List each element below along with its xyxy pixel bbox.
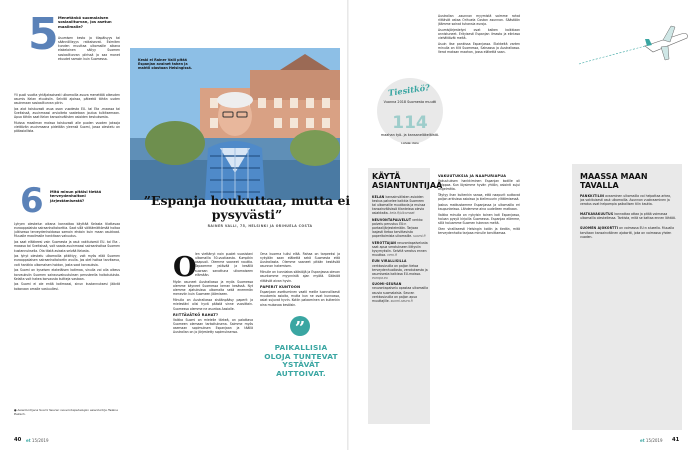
badge-title: Tiesitkö? (387, 82, 431, 98)
q5-paragraph: Jos aiot toistuvasti asua osan vuodesta EU- tai Eta -maassa tai Sveitsissä, asuinmaasi arvioiteta saatetaan joutua tulkitsemaan. Apua tähän saat Kelan kansainvälisten asioiden keskuksesta. (14, 107, 120, 120)
tip-text: verkko palvelu perustuu EU:n portaalijärjestelmään. Tarjoaa laajasti tietoa tarvittavista paperitoimista ulkomaille. (372, 217, 423, 239)
expert-tip (372, 282, 428, 302)
q6-paragraph: Jos Suomi ei ole enää kotimaasi, sinun kustannuksesi jäävät kokonaan omalle vastuullesi. (14, 282, 120, 291)
expert-box-title: KÄYTÄ ASIANTUNTIJAA (372, 172, 443, 191)
article-intro (195, 252, 253, 278)
tip-text: neuvontapalvelusta saat apua verotukseen liittyviin kysymyksiin. Selvitä verotus ennen muuttoa. (372, 240, 428, 257)
article-paragraph: Minulle on kunniakas säästöjä ja Espanjassa olevan asuntomme myynnistä ajan myötä. Säästöt riittävät aivan hyvin. (260, 270, 340, 283)
q6-paragraph: Lyhyen oleskelun aikana kannattaa käyttää Kelasta tilattavaa eurooppalaista sairaanhoitokorttia. Saat sillä välttämättömää hoitoa julkisessa terveydenhoidossa samoin ehdoin kuin maan asukkaat. Muualle maailmalle hankitaan vakuutus. (14, 222, 120, 239)
tip-heading: PANKKITILIN (580, 194, 605, 198)
local-ways-list (580, 194, 676, 426)
tip-link[interactable]: vero.fi (387, 253, 398, 257)
q6-paragraph: Jos saat eläkkeesi vain Suomesta ja asut vakituisesti EU- tai Eta -maassa tai Sveitsissä, voit saada asuinmaasi sairaanhoitoa Suomen kustannuksella. Ota tästä asiasta selvää Kelasta. (14, 240, 120, 253)
article-paragraph: Australian -asunnon myymistä saimme rahat riittävät ostaa Orihuela Costan asunnon. Säästöön jäämme sainat tuhansia euroja. (438, 14, 520, 27)
airplane-icon (575, 20, 693, 76)
article-title: ”Espanja houkuttaa, mutta ei pysyvästi” (143, 193, 351, 222)
local-ways-title: MAASSA MAAN TAVALLA (580, 172, 648, 191)
subhead-insurance: VAKUUTUKSIA JA NAAPURIAPUA (438, 174, 507, 178)
article-column-b-papers (260, 283, 340, 313)
article-column-c (438, 14, 520, 164)
q6-paragraph: Jos lyhyt oleskelu ulkomailla pitkittyy, voit myös elää Suomen eurooppalaisen sairaanhoitokortin avulla. Jos olet hoitoa tarvitseva, voit hankkia ulkomaisen hoidon, josta saat korvauksia. (14, 254, 120, 267)
question-6-body (14, 222, 120, 406)
article-paragraph: Espanjaan asettuminen vaatii meille luonnollisesti muutamia asioita, mutta kun ne ovat kunnossa, asiat sujuvat hyvin. Kotiin palaaminen on kuitenkin aina mukavaa kesäisin. (260, 290, 340, 307)
badge-figure: 114 (392, 113, 428, 133)
tip-link[interactable]: suomi-seura.fi (390, 298, 413, 303)
portrait-photo (130, 48, 340, 200)
q5-paragraph: Asumisen kesto ja tilapäisyys tai säännöllisyys ratkaisevat. Esimiten kunden muuttaa ulkomaille aikana elakelainen säilyy Suomen sosiaaliturvan piirissä ja saa monet etuudet samoin kuin Suomessa. (58, 36, 120, 61)
article-paragraph: len viettänyt noin puolet vuosistani ulkomailla 50-vuotiaasta. Kumpikin osapuoli. Olemme saaneet nauttia. Tapaamme ystävää ja kesällä suoraan sanottuna ulkomaiseen elämään. (195, 252, 253, 277)
article-paragraph: Oma kuorma tulisi elää. Rahaa on tarpeeksi ja nykyään saan eläkettä sekä Suomesta että Australiasta. Olemme saaneet pitkän kestävää asunnon hakemisen. (260, 252, 340, 269)
article-column-c-insurance (438, 172, 520, 428)
question-number-6: 6 (20, 181, 44, 221)
badge-description: maahan työ- ja kansaneläkeläistä. (380, 133, 440, 137)
drop-cap: O (173, 252, 197, 283)
article-byline: RAINER VALLI, 75, HELSINKI JA ORIHUELA COSTA (207, 224, 313, 228)
issue-label-right (640, 438, 663, 443)
article-paragraph: Joskus matkustamme Espanjassa ja ulkomailla eri kaupunkeissa. Lähdemme aina uudelleen matkaan. (438, 203, 520, 212)
badge-intro: Vuonna 2018 Suomesta muutti (383, 100, 437, 104)
issue-label-left (26, 438, 49, 443)
tip-heading: EUN VIRALLISILLA (372, 259, 407, 264)
tip-link[interactable]: europa.eu (372, 275, 388, 280)
tip-text: neuvontapalvelu opastaa ulkomailla asuvia suomalaisia. Seuran verkkosivuilla on paljon apua muuttajille. (372, 286, 428, 303)
q6-paragraph: Jos Suomi on kyseisen elakeläisen kotimaa, sinulla voi olla oikeus korvauksiin Suomen sairausvakuutuksen perusteella hoitokuluista. Kelalta voit hakea korvausta kuitteja vastaan. (14, 268, 120, 281)
photo-illustration (130, 48, 340, 200)
article-paragraph: Minulla on Australiassa sisäänpääsy paperit ja mielestäni olisi hyvä päästä sinne vuosittain. Suomessa olemme ne asuntoa Aasialle. (173, 298, 253, 311)
tip-text: verkkosivuilla on paljon tietoa terveydenhuollosta, verotuksesta ja asumisesta kaikissa EU-maissa. (372, 263, 428, 276)
expert-tip (372, 218, 428, 238)
article-paragraph: Vaikka Suomi on mielelle tärkeä, on palattava Suomeen olemaan tarkoituksena. Saimme myös asemaan sopimuksen Espanjaan ja täällä Australian on jo järjestetty sopimuksensa. (173, 317, 253, 335)
pullquote-mark: ” (290, 316, 310, 336)
article-paragraph: Täytyy ihan kuitenkin sanoa, että naapurit auttavat paljon arkisissa asioissa ja kielimuurin ylittämisessä. (438, 193, 520, 202)
subhead-money: RIITTÄVÄTKÖ RAHAT? (173, 312, 219, 317)
footnote-text: Asiantuntijana Suomi Seuran neuvontapalvelujen asiantuntija Helena Ballaoh. (14, 408, 118, 416)
q5-paragraph: Yli puoli vuotta yhtäjaksoisesti ulkomailla asuva menettää oikeuden asumis Kelan etuuksiin. Selvitä ajoissa, päteekö tähän uuden asuinmaan sosiaaliturvan piirin. (14, 93, 120, 106)
article-paragraph: Asuin itse pankissa Espanjassa. Elakkeitä varten minulla on tilit Suomessa, Saksassa ja Australiassa. Verot maksan maahan, jossa eläkettä saan. (438, 42, 520, 55)
issue-number: 15/2019 (31, 437, 49, 443)
expert-tip (372, 259, 428, 279)
pullquote: PAIKALLISIA OLOJA TUNTEVAT YSTÄVÄT AUTTOIVAT. (264, 343, 338, 378)
tip-link[interactable]: suomi.fi (413, 234, 426, 239)
subhead-papers: PAPERIT KUNTOON (260, 285, 301, 289)
q5-paragraph: Muissa maailman maissa toistuvasti alle puolen vuoden jaksoja viettävän asuinmaana pidetään yleensä Suomi, jossa oleskelu on pääasiallista. (14, 121, 120, 134)
footnote-bullet: ● (14, 408, 18, 412)
article-paragraph: Olen viralliseesti Helsingin kotiin ja tiedän, mitä terveydenhoito tarjoaa minulle tarvittaessa. (438, 227, 520, 236)
issue-number: 15/2019 (645, 437, 663, 443)
article-column-a (173, 280, 253, 430)
magazine-name: et (640, 437, 645, 443)
tip-heading: SUOMI-SEURAN (372, 282, 402, 287)
question-6-heading: Mitä minun pitäisi tietää terveydenhoitoni järjestämisestä? (50, 190, 102, 203)
question-number-5: 5 (28, 9, 59, 60)
article-paragraph: Vakuutuksen hankkiminen Espanjan kodille oli helppoa. Kun löysimme hyvän yhtiön, asiointi sujui ongelmitta. (438, 179, 520, 192)
tip-heading: SUOMEN AJOKORTTI (580, 226, 619, 231)
tip-heading: KELAN (372, 195, 385, 199)
tip-text: on voimassa EU:n alueella. Muualla tarvitaan kansainvälinen ajokortti, joka on voimassa yhden vuoden. (580, 226, 675, 239)
expert-box-list (372, 195, 428, 423)
article-paragraph: Asumisjärjestelyni ovat kaiken kaikkiaan onnistuneet. Erityisesti Espanjan ilmasto ja elintaso viehättävät meitä. (438, 28, 520, 41)
footnote (14, 409, 120, 416)
magazine-name: et (26, 437, 31, 443)
tip-heading: MATKAVAKUUTUS (580, 212, 614, 217)
tip-heading: VEROTTAJAN (372, 240, 397, 245)
local-tip (580, 226, 676, 238)
page-number-right: 41 (672, 437, 680, 443)
tip-heading: NEUVONTAPALVELUT (372, 217, 412, 222)
tip-text: kannattaa ottaa ja pitää voimassa ulkomailla oleskellessa. Tarkista, mitä se kattaa ennen lähtöä. (580, 212, 676, 221)
expert-tip (372, 241, 428, 257)
badge-source: Lähde: Kela (401, 141, 419, 145)
local-tip (580, 212, 676, 220)
question-5-body-cont (14, 93, 120, 186)
page-number-left: 40 (14, 437, 22, 443)
article-paragraph: Myön asuneet Australiassa ja myös Suomessa olemme käyneet Suomessa kerran kesässä. Nyt olemme ajatuksissa ulkomaita sekä enemmän meneviin kuin Suomeen jäämiseen. (173, 280, 253, 297)
question-5-heading: Menetänkö suomalaisen sosiaaliturvan, jos asetun maailmalle? (58, 16, 112, 29)
page-gutter (347, 0, 349, 450)
expert-tip (372, 195, 428, 215)
tip-link[interactable]: kela.fi/ulkomaat (389, 211, 415, 216)
photo-caption: Keski ei Rainer Valli pitää Espanjan avainet tahen ja mahtii olostaan Helsingissä. (138, 58, 193, 71)
tip-text: avaaminen ulkomailla voi helpottaa arkea, jos vakituisesti asut ulkomailla. Asunnon vuokraaminen ja verotus ovat helpompia paikallisen tilin kautta. (580, 194, 672, 207)
local-tip (580, 194, 676, 206)
tip-text: kansainvälisten asioiden keskus palvelee kaikkia Suomeen tai ulkomaille muuttavia ja muissa kansainvälisissä tilanteissa olevia asiakkaita. (372, 195, 426, 216)
article-paragraph: Vaikka minulla on nykyisin toinen koti Espanjassa, haluan pysyä kirjoilla Suomessa. Espanjaa elämme, sillä haluamme Suomen tukevan meitä. (438, 213, 520, 226)
